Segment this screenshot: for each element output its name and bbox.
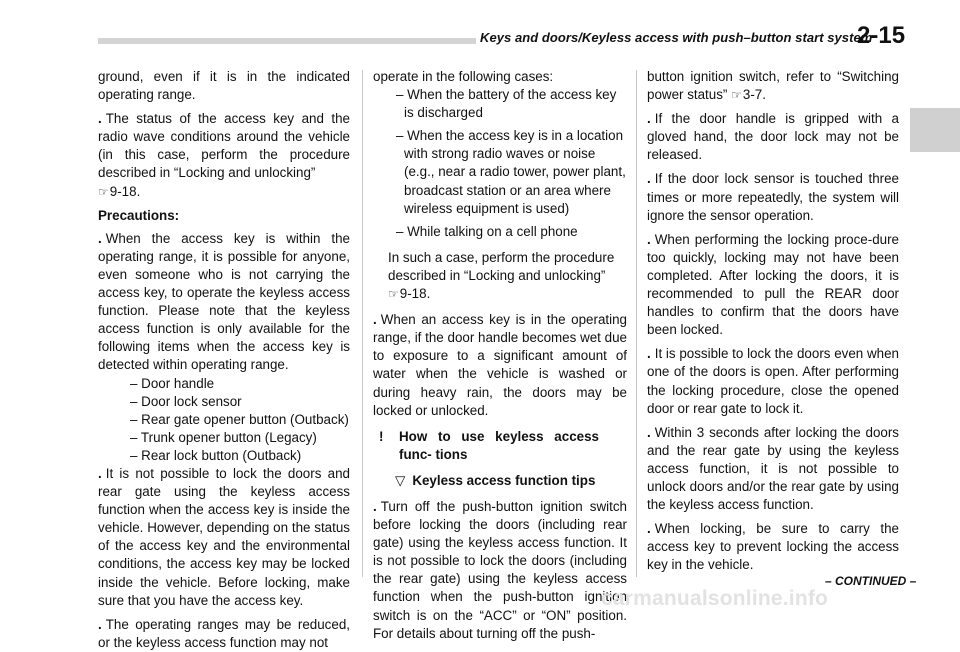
list-item: – Rear gate opener button (Outback) — [130, 411, 349, 427]
bullet-paragraph: . When locking, be sure to carry the access key to prevent locking the access key in the vehicle. — [647, 521, 899, 573]
bullet-icon: . — [98, 230, 102, 246]
watermark: carmanualsonline.info — [601, 587, 829, 610]
list-item: – Door handle — [130, 375, 215, 391]
list-item: – Door lock sensor — [130, 393, 242, 409]
triangle-down-icon: ▽ — [395, 472, 406, 488]
section-title: Keys and doors/Keyless access with push–button start system — [480, 30, 873, 45]
bullet-icon: . — [647, 231, 651, 247]
bullet-paragraph: . The operating ranges may be reduced, or the keyless access function may not — [98, 616, 350, 650]
page-reference-icon: ☞ — [98, 184, 109, 199]
list-item: – While talking on a cell phone — [396, 223, 578, 239]
list-item: – Trunk opener button (Legacy) — [130, 429, 317, 445]
bullet-icon: . — [647, 171, 651, 187]
list-item: – When the access key is in a location with strong radio waves or noise (e.g., near a radio tower, power plant, broadcast station or an area where wireless equipment is used) — [396, 128, 626, 216]
continued-marker: – CONTINUED – — [825, 574, 917, 588]
bullet-paragraph: . When an access key is in the operating range, if the door handle becomes wet due to exposure to a significant amount of water when the vehicle is washed or during heavy rain, the doors may be locked or unlocked. — [373, 312, 627, 418]
case-list — [373, 86, 627, 241]
bullet-icon: . — [647, 424, 651, 440]
bullet-icon: . — [647, 346, 651, 362]
bullet-paragraph: . If the door lock sensor is touched three times or more repeatedly, the system will ignore the sensor operation. — [647, 171, 899, 223]
bullet-paragraph: . The status of the access key and the radio wave conditions around the vehicle (in this case, perform the procedure described in “Locking and unlocking” ☞9-18. — [98, 111, 350, 199]
page-number: 2-15 — [857, 22, 906, 49]
section-heading-text: How to use keyless access func- tions — [399, 428, 599, 462]
bullet-paragraph: . Within 3 seconds after locking the doors and the rear gate by using the keyless access function, it is not possible to unlock doors and/or the rear gate by using the keyless access function. — [647, 424, 899, 513]
list-item: – When the battery of the access key is discharged — [396, 87, 617, 121]
bullet-paragraph: . When performing the locking proce-dure too quickly, locking may not have been completed. After locking the doors, it is recommended to pull the REAR door handles to confirm that the doors have been locked. — [647, 231, 899, 338]
column-divider — [636, 70, 637, 577]
bullet-icon: . — [98, 465, 102, 481]
page-reference-icon: ☞ — [388, 287, 399, 302]
section-heading — [379, 428, 627, 464]
paragraph: In such a case, perform the procedure described in “Locking and unlocking” ☞9-18. — [388, 249, 615, 302]
page-reference-icon: ☞ — [731, 88, 742, 103]
chapter-tab — [910, 108, 960, 152]
bullet-paragraph: . Turn off the push-button ignition switch before locking the doors (including rear gate) using the keyless access function. It is not possible to lock the doors (including the rear gate) using the keyless access function when the push-button ignition switch is on the “ACC” or “ON” position. For details about turning off the push- — [373, 498, 627, 641]
bullet-paragraph: . If the door handle is gripped with a gloved hand, the door lock may not be released. — [647, 111, 899, 163]
column-divider — [362, 70, 363, 577]
list-item: – Rear lock button (Outback) — [130, 447, 302, 463]
header-rule — [98, 38, 476, 44]
paragraph: ground, even if it is in the indicated operating range. — [98, 69, 350, 103]
bullet-paragraph: . It is not possible to lock the doors and rear gate using the keyless access function when the access key is inside the vehicle. However, depending on the status of the access key and the environmental conditions, the access key may be locked inside the vehicle. Before locking, make sure that you have the access key. — [98, 465, 350, 608]
precautions-heading: Precautions: — [98, 207, 180, 223]
column-2 — [373, 68, 627, 643]
item-list — [98, 375, 350, 465]
subsection-heading: ▽ Keyless access function tips — [395, 472, 596, 488]
paragraph: operate in the following cases: — [373, 69, 554, 84]
bullet-icon: . — [98, 616, 102, 632]
paragraph: button ignition switch, refer to “Switching power status” ☞3-7. — [647, 69, 899, 103]
bullet-icon: . — [373, 312, 377, 328]
bullet-paragraph: . It is possible to lock the doors even when one of the doors is open. After performing the locking procedure, close the opened door or rear gate to lock it. — [647, 346, 899, 416]
column-3 — [647, 68, 899, 580]
bullet-icon: . — [647, 111, 651, 127]
warning-mark-icon: ! — [379, 428, 384, 444]
bullet-icon: . — [98, 111, 102, 127]
column-1 — [98, 68, 350, 652]
bullet-icon: . — [647, 521, 651, 537]
bullet-icon: . — [373, 498, 377, 514]
bullet-paragraph: . When the access key is within the operating range, it is possible for anyone, even someone who is not carrying the access key, to operate the keyless access function. Please note that the keyless access function is only available for the following items when the access key is detected within operating range. — [98, 230, 350, 373]
